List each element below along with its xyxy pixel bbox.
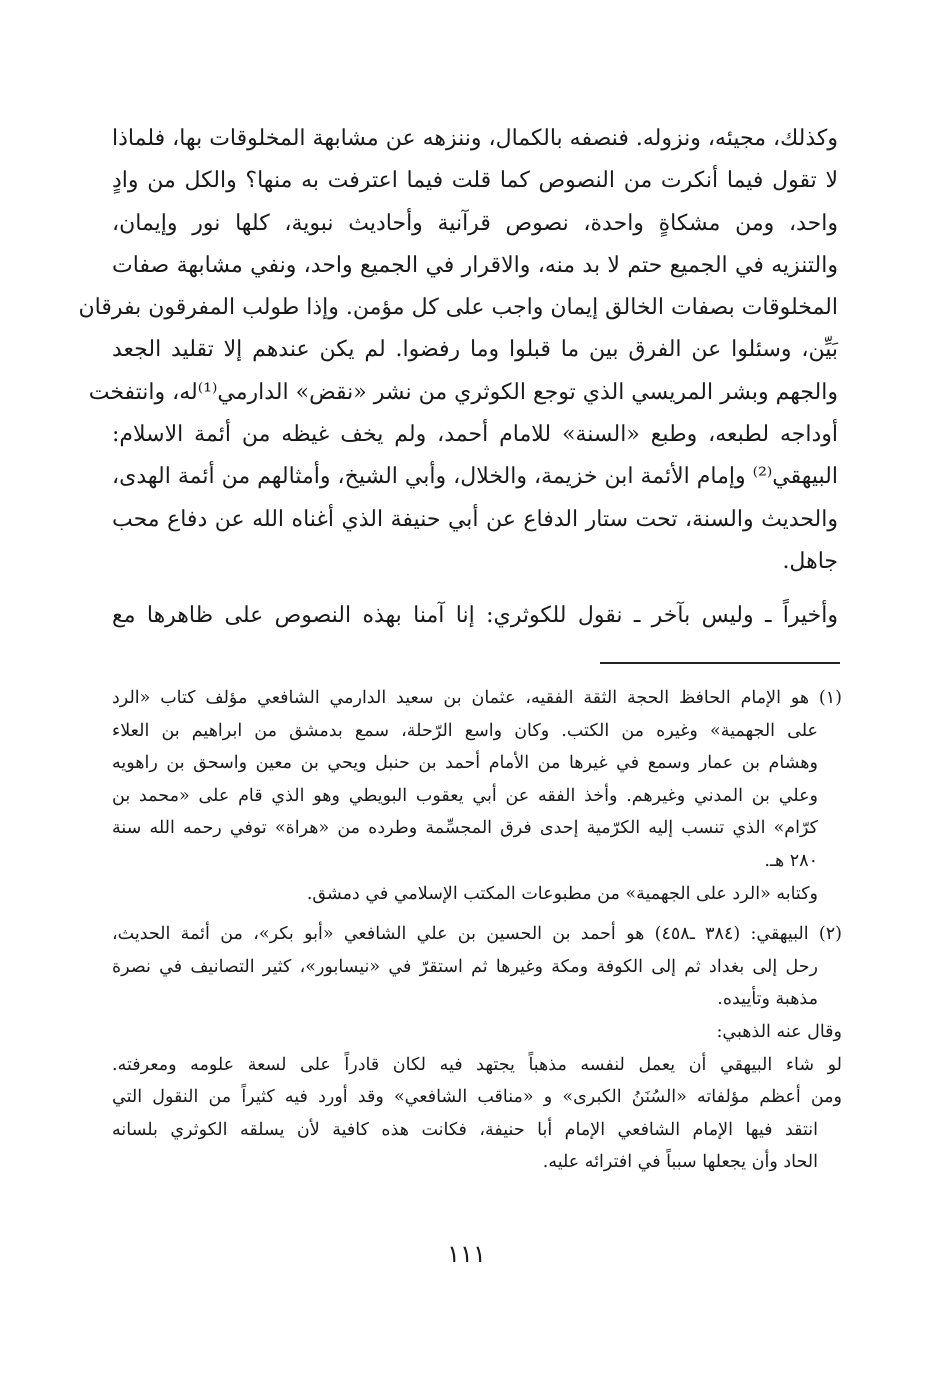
- main-line: والتنزيه في الجميع حتم لا بد منه، والاقرار في الجميع واحد، ونفي مشابهة صفات: [112, 252, 838, 278]
- footnote-2: [112, 918, 842, 1179]
- main-line: جاهل.: [782, 548, 838, 574]
- quote-line: ومن أعظم مؤلفاته «السُنَنُ الكبرى» و «مناقب الشافعي» وقد أورد فيه كثيراً من النقول التي: [112, 1087, 842, 1108]
- footnote-line: وهشام بن عمار وسمع في غيرها من الأمام أحمد بن حنبل ويحي بن معين واسحق بن راهويه: [112, 753, 818, 774]
- page-number: ١١١: [447, 1240, 486, 1268]
- footnote-line: مذهبة وتأييده.: [717, 989, 818, 1010]
- footnotes-block: [112, 682, 842, 1179]
- paragraph-2-line: وأخيراً ـ وليس بآخر ـ نقول للكوثري: إنا آمنا بهذه النصوص على ظاهرها مع: [112, 603, 839, 629]
- footnote-1: [112, 682, 842, 910]
- quote-line: انتقد فيها الإمام الشافعي الإمام أبا حنيفة، فكانت هذه كافية لأن يسلقه الكوثري بلسانه: [112, 1119, 818, 1140]
- footnote-line: (٢) البيهقي: (٣٨٤ ـ٤٥٨) هو أحمد بن الحسين بن علي الشافعي «أبو بكر»، من أئمة الحديث،: [112, 924, 842, 945]
- footnote-line: كرّام» الذي تنسب إليه الكرّمية إحدى فرق المجسِّمة وطرده من «هراة» توفي رحمه الله سنة: [112, 818, 818, 839]
- main-line: واحد، ومن مشكاةٍ واحدة، نصوص قرآنية وأحاديث نبوية، كلها نور وإيمان،: [112, 210, 838, 236]
- main-line: البيهقي⁽²⁾ وإمام الأئمة ابن خزيمة، والخلال، وأبي الشيخ، وأمثالهم من أئمة الهدى،: [112, 464, 838, 490]
- main-line: لا تقول فيما أنكرت من النصوص كما قلت فيما اعترفت به منها؟ والكل من وادٍ: [112, 168, 838, 194]
- footnote-line: على الجهمية» وغيره من الكتب. وكان واسع الرّحلة، سمع بدمشق من ابراهيم بن العلاء: [112, 720, 818, 741]
- main-line: أوداجه لطبعه، وطبع «السنة» للامام أحمد، ولم يخف غيظه من أئمة الاسلام:: [112, 422, 838, 448]
- quote-line: الحاد وأن يجعلها سبباً في افترائه عليه.: [542, 1152, 818, 1173]
- footnote-line: وقال عنه الذهبي:: [716, 1021, 842, 1042]
- footnote-separator: [600, 662, 840, 664]
- main-line: والحديث والسنة، تحت ستار الدفاع عن أبي حنيفة الذي أغناه الله عن دفاع محب: [112, 506, 838, 532]
- main-line: والجهم وبشر المريسي الذي توجع الكوثري من نشر «نقض» الدارمي⁽¹⁾له، وانتفخت: [88, 379, 838, 405]
- footnote-line: وكتابه «الرد على الجهمية» من مطبوعات المكتب الإسلامي في دمشق.: [306, 883, 818, 904]
- main-line: بَيِّن، وسئلوا عن الفرق بين ما قبلوا وما رفضوا. لم يكن عندهم إلا تقليد الجعد: [112, 337, 838, 363]
- footnote-line: رحل إلى بغداد ثم إلى الكوفة ومكة وغيرها ثم استقرّ في «نيسابور»، كثير التصانيف في نصرة: [112, 956, 818, 977]
- footnote-line: ٢٨٠ هـ.: [764, 850, 818, 871]
- main-line: المخلوقات بصفات الخالق إيمان واجب على كل مؤمن. وإذا طولب المفرقون بفرقان: [78, 295, 838, 321]
- footnote-line: وعلي بن المدني وغيرهم. وأخذ الفقه عن أبي يعقوب البويطي وهو الذي قام على «محمد بن: [112, 785, 818, 806]
- main-line: وكذلك، مجيئه، ونزوله. فنصفه بالكمال، وننزهه عن مشابهة المخلوقات بها، فلماذا: [112, 126, 838, 151]
- main-text-block: [78, 118, 839, 638]
- quote-line: لو شاء البيهقي أن يعمل لنفسه مذهباً يجتهد فيه لكان قادراً على لسعة علومه ومعرفته.: [112, 1054, 842, 1075]
- footnote-line: (١) هو الإمام الحافظ الحجة الثقة الفقيه، عثمان بن سعيد الدارمي الشافعي مؤلف كتاب «الرد: [112, 688, 842, 708]
